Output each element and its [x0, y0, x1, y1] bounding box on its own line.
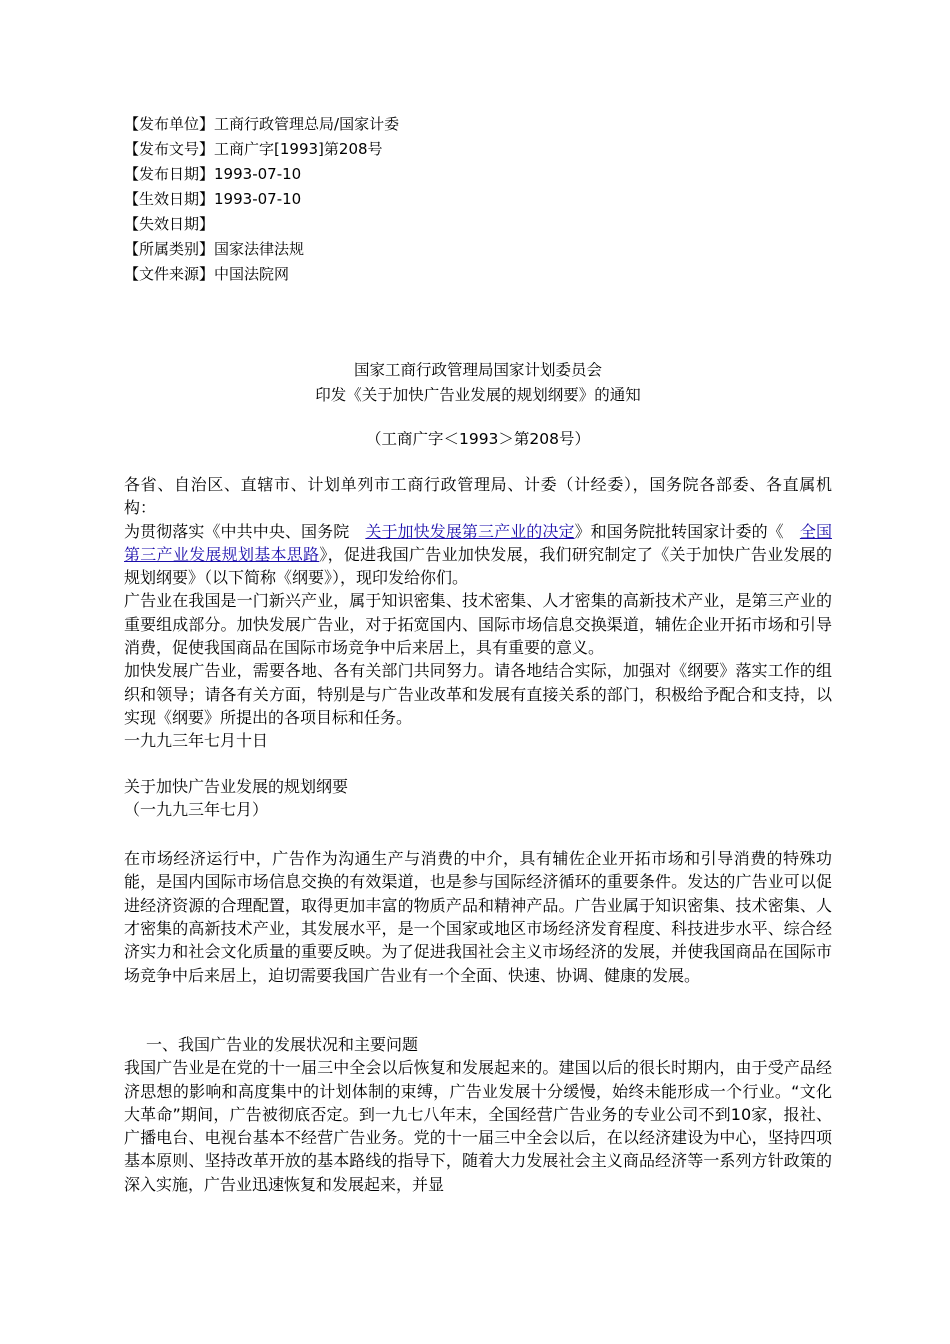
meta-key: 【失效日期】	[124, 215, 215, 233]
addressee: 各省、自治区、直辖市、计划单列市工商行政管理局、计委（计经委），国务院各部委、各直属机构：	[124, 475, 832, 518]
link-tertiary-industry-plan[interactable]: 全国第三产业发展规划基本思路	[124, 521, 832, 564]
meta-effective-date	[124, 187, 832, 212]
meta-key: 【发布单位】	[124, 115, 215, 133]
notice-date: 一九九三年七月十日	[124, 731, 269, 751]
meta-doc-number	[124, 137, 832, 162]
meta-key: 【生效日期】	[124, 190, 215, 208]
text-segment: 》和国务院批转国家计委的《	[574, 521, 800, 541]
section-1-paragraph-1: 我国广告业是在党的十一届三中全会以后恢复和发展起来的。建国以后的很长时期内，由于受产品经济思想的影响和高度集中的计划体制的束缚，广告业发展十分缓慢，始终未能形成一个行业。“文化大革命”期间，广告被彻底否定。到一九七八年末，全国经营广告业务的专业公司不到10家，报社、广播电台、电视台基本不经营广告业务。党的十一届三中全会以后，在以经济建设为中心，坚持四项基本原则、坚持改革开放的基本路线的指导下，随着大力发展社会主义商品经济等一系列方针政策的深入实施，广告业迅速恢复和发展起来，并显	[124, 1058, 832, 1194]
meta-value: 工商广字[1993]第208号	[214, 140, 383, 158]
outline-title: 关于加快广告业发展的规划纲要	[124, 776, 349, 796]
document-page	[124, 112, 832, 1196]
notice-paragraph-3: 加快发展广告业，需要各地、各有关部门共同努力。请各地结合实际，加强对《纲要》落实工作的组织和领导；请各有关方面，特别是与广告业改革和发展有直接关系的部门，积极给予配合和支持，以实现《纲要》所提出的各项目标和任务。	[124, 661, 832, 727]
meta-value: 国家法律法规	[214, 240, 305, 258]
meta-key: 【发布文号】	[124, 140, 215, 158]
meta-source	[124, 262, 832, 287]
document-number: （工商广字＜1993＞第208号）	[365, 430, 591, 448]
meta-key: 【发布日期】	[124, 165, 215, 183]
text-segment: 为贯彻落实《中共中央、国务院	[124, 521, 366, 541]
document-title	[124, 358, 832, 408]
metadata-block	[124, 112, 832, 287]
meta-value: 1993-07-10	[214, 190, 302, 208]
notice-paragraph-2: 广告业在我国是一门新兴产业，属于知识密集、技术密集、人才密集的高新技术产业，是第三产业的重要组成部分。加快发展广告业，对于拓宽国内、国际市场信息交换渠道，辅佐企业开拓市场和引导消费，促使我国商品在国际市场竞争中后来居上，具有重要的意义。	[124, 591, 832, 658]
title-line-2: 印发《关于加快广告业发展的规划纲要》的通知	[315, 386, 641, 404]
meta-category	[124, 237, 832, 262]
meta-key: 【所属类别】	[124, 240, 215, 258]
meta-value: 工商行政管理总局/国家计委	[214, 115, 400, 133]
meta-issue-date	[124, 162, 832, 187]
title-line-1: 国家工商行政管理局国家计划委员会	[353, 361, 602, 379]
link-tertiary-industry-decision[interactable]: 关于加快发展第三产业的决定	[365, 521, 575, 541]
meta-value: 1993-07-10	[214, 165, 302, 183]
meta-key: 【文件来源】	[124, 265, 215, 283]
meta-issuer	[124, 112, 832, 137]
outline-date: （一九九三年七月）	[124, 799, 269, 819]
notice-paragraph-1	[124, 520, 832, 590]
meta-value: 中国法院网	[214, 265, 290, 283]
text-segment: 》，促进我国广告业加快发展，我们研究制定了《关于加快广告业发展的规划纲要》（以下简称《纲要》），现印发给你们。	[124, 544, 832, 588]
section-1-heading: 一、我国广告业的发展状况和主要问题	[146, 1034, 419, 1054]
meta-expiry-date	[124, 212, 832, 237]
outline-intro-paragraph: 在市场经济运行中，广告作为沟通生产与消费的中介，具有辅佐企业开拓市场和引导消费的特殊功能，是国内国际市场信息交换的有效渠道，也是参与国际经济循环的重要条件。发达的广告业可以促进经济资源的合理配置，取得更加丰富的物质产品和精神产品。广告业属于知识密集、技术密集、人才密集的高新技术产业，其发展水平，是一个国家或地区市场经济发育程度、科技进步水平、综合经济实力和社会文化质量的重要反映。为了促进我国社会主义市场经济的发展，并使我国商品在国际市场竞争中后来居上，迫切需要我国广告业有一个全面、快速、协调、健康的发展。	[124, 849, 832, 985]
